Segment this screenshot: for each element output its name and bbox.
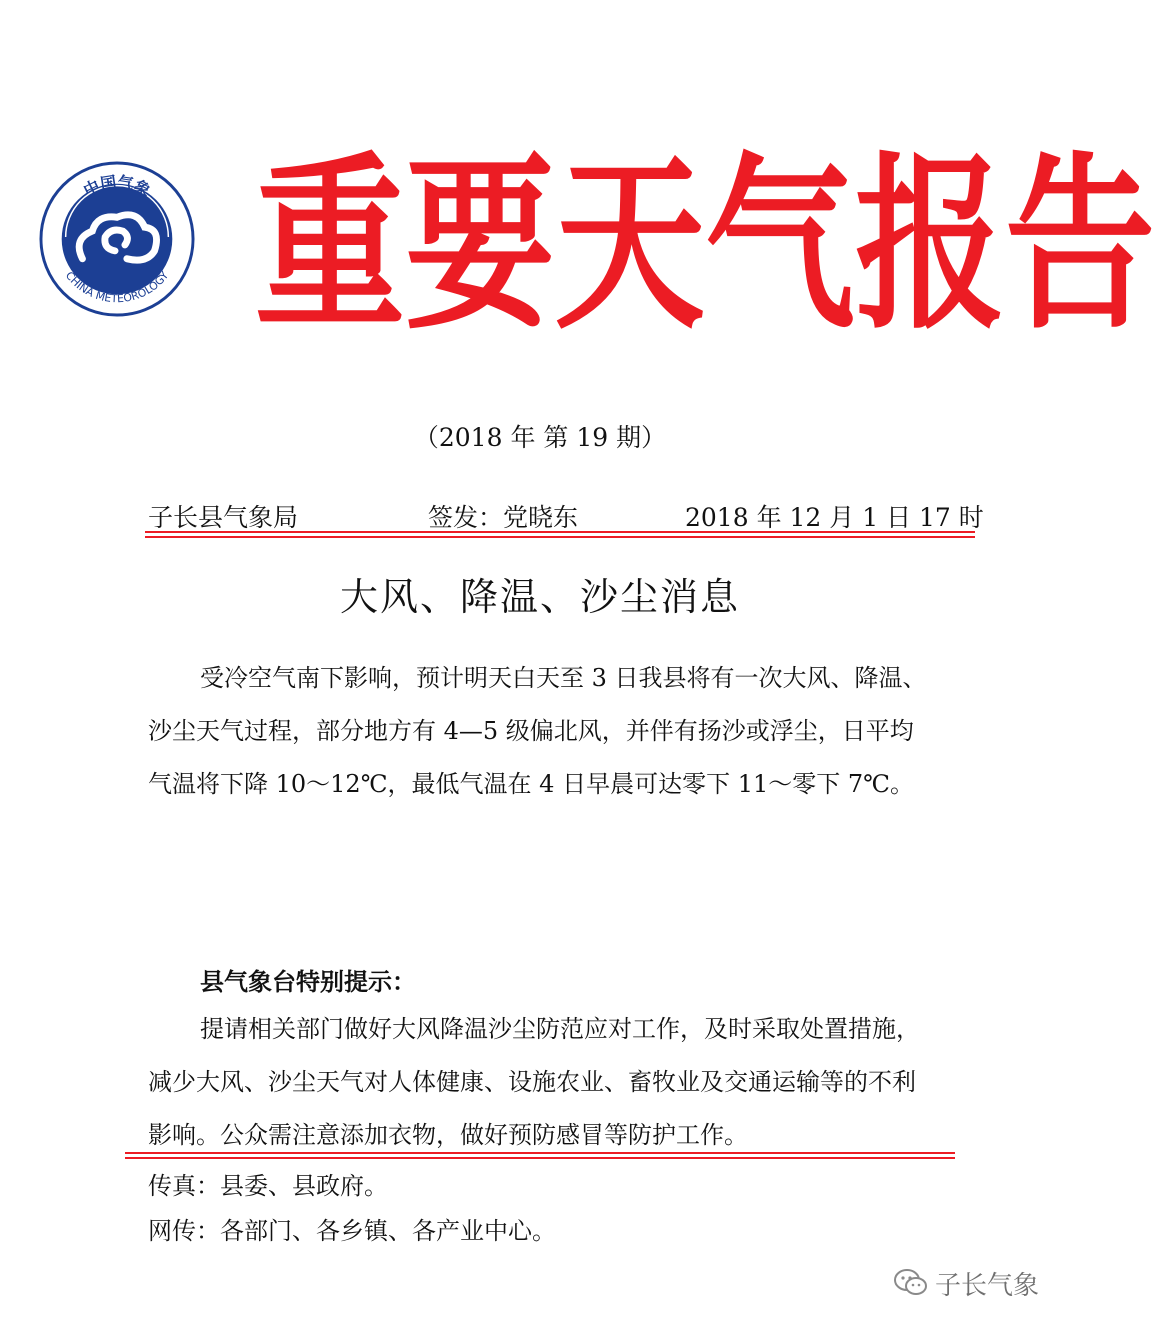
logo-text-en: CHINA METEOROLOGY [62, 269, 172, 306]
issue-number: （2018 年 第 19 期） [413, 423, 667, 452]
china-meteorology-logo [38, 160, 196, 318]
title-char: 气 [705, 135, 856, 355]
notice-paragraph [148, 1003, 958, 1162]
logo-text-cn: 中国气象 [80, 172, 154, 201]
body-paragraph [148, 652, 958, 811]
footer-divider [125, 1152, 955, 1159]
notice-line: 减少大风、沙尘天气对人体健康、设施农业、畜牧业及交通运输等的不利 [148, 1068, 916, 1096]
body-line: 气温将下降 10～12℃，最低气温在 4 日早晨可达零下 11～零下 7℃。 [148, 770, 914, 798]
section-title: 大风、降温、沙尘消息 [339, 575, 740, 619]
notice-line: 提请相关部门做好大风降温沙尘防范应对工作，及时采取处置措施， [200, 1015, 920, 1043]
title-char: 要 [405, 135, 556, 355]
wechat-icon [893, 1267, 929, 1299]
notice-heading: 县气象台特别提示： [200, 968, 416, 996]
header-divider [145, 531, 975, 538]
header-signer: 签发：党晓东 [428, 503, 579, 532]
title-char: 告 [1005, 135, 1155, 355]
report-title [255, 135, 1155, 355]
wechat-watermark [893, 1263, 1053, 1303]
watermark-text: 子长气象 [935, 1270, 1040, 1301]
header-datetime: 2018 年 12 月 1 日 17 时 [685, 503, 984, 532]
title-char: 报 [855, 135, 1006, 355]
body-line: 沙尘天气过程，部分地方有 4—5 级偏北风，并伴有扬沙或浮尘，日平均 [148, 717, 914, 745]
header-org: 子长县气象局 [148, 503, 299, 532]
title-char: 重 [255, 135, 406, 355]
title-char: 天 [555, 135, 706, 355]
distribution-network: 网传：各部门、各乡镇、各产业中心。 [148, 1217, 556, 1245]
distribution-fax: 传真：县委、县政府。 [148, 1172, 388, 1200]
header-row [148, 498, 984, 534]
body-line: 受冷空气南下影响，预计明天白天至 3 日我县将有一次大风、降温、 [200, 664, 927, 692]
notice-line: 影响。公众需注意添加衣物，做好预防感冒等防护工作。 [148, 1121, 748, 1149]
